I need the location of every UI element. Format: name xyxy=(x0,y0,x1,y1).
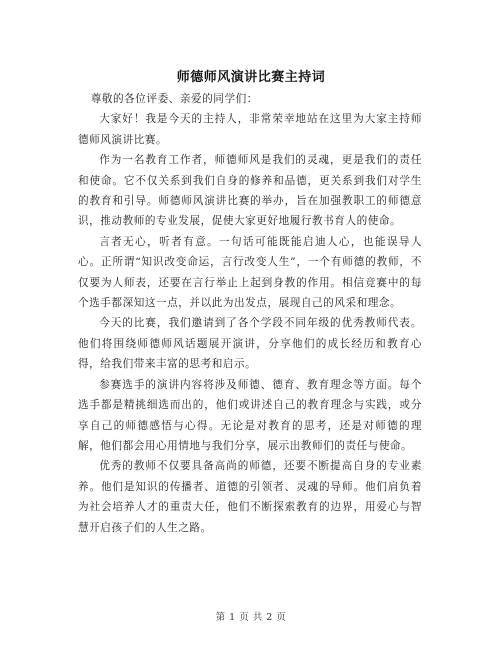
salutation: 尊敬的各位评委、亲爱的同学们： xyxy=(90,93,258,105)
paragraph-1: 大家好！我是今天的主持人，非常荣幸地站在这里为大家主持师德师风演讲比赛。 xyxy=(78,113,422,146)
paragraph-5: 参赛选手的演讲内容将涉及师德、德育、教育理念等方面。每个选手都是精挑细选而出的，他们或讲述自己的教育理念与实践，或分享自己的师德感悟与心得。无论是对教育的思考，还是对师德的理解，他们都会用心用情地与我们分享，展示出教师们的责任与使命。 xyxy=(78,378,422,452)
document-body xyxy=(78,89,422,538)
paragraph-2: 作为一名教育工作者，师德师风是我们的灵魂，更是我们的责任和使命。它不仅关系到我们自身的修养和品德，更关系到我们对学生的教育和引导。师德师风演讲比赛的举办，旨在加强教职工的师德意识，推动教师的专业发展，促使大家更好地履行教书育人的使命。 xyxy=(78,154,422,228)
page-footer xyxy=(0,609,502,623)
paragraph-4: 今天的比赛，我们邀请到了各个学段不同年级的优秀教师代表。他们将围绕师德师风话题展开演讲，分享他们的成长经历和教育心得，给我们带来丰富的思考和启示。 xyxy=(78,317,422,371)
document-title: 师德师风演讲比赛主持词 xyxy=(176,70,326,85)
paragraph-6: 优秀的教师不仅要具备高尚的师德，还要不断提高自身的专业素养。他们是知识的传播者、道德的引领者、灵魂的导师。他们肩负着为社会培养人才的重责大任，他们不断探索教育的边界，用爱心与智慧开启孩子们的人生之路。 xyxy=(78,460,422,534)
paragraph-3: 言者无心，听者有意。一句话可能既能启迪人心，也能误导人心。正所谓“知识改变命运，言行改变人生”，一个有师德的教师，不仅要为人师表，还要在言行举止上起到身教的作用。相信竞赛中的每个选手都深知这一点，并以此为出发点，展现自己的风采和理念。 xyxy=(78,235,422,310)
page-number-label: 第 1 页 共 2 页 xyxy=(215,612,287,623)
